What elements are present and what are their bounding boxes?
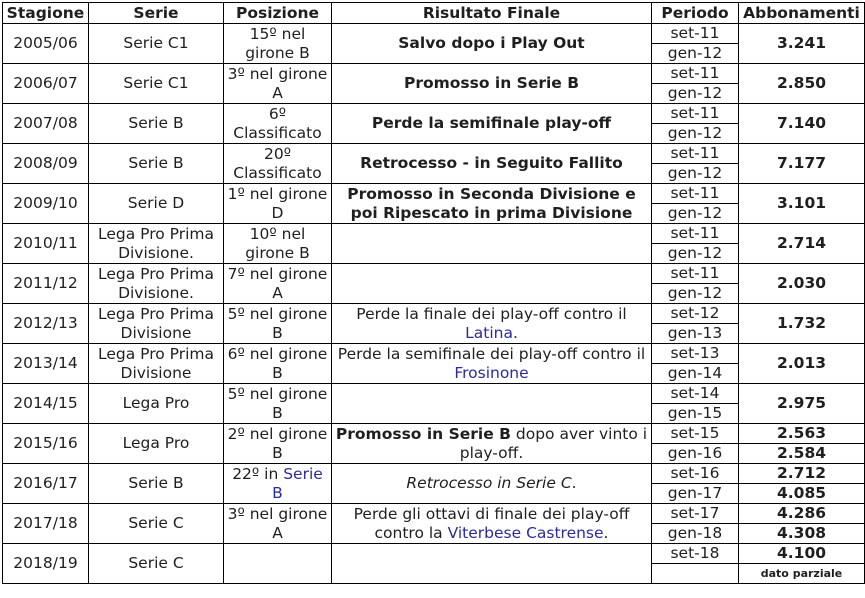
cell-abbonamenti: 4.286 [739, 504, 865, 524]
cell-risultato [332, 224, 652, 264]
cell-stagione: 2012/13 [3, 304, 89, 344]
cell-periodo: set-14 [652, 384, 739, 404]
cell-stagione: 2018/19 [3, 544, 89, 584]
table-row [3, 24, 865, 44]
cell-posizione: 2º nel girone B [224, 424, 332, 464]
cell-periodo: set-11 [652, 144, 739, 164]
cell-posizione: 5º nel girone B [224, 384, 332, 424]
cell-periodo: gen-16 [652, 444, 739, 464]
cell-abbonamenti: 2.975 [739, 384, 865, 424]
cell-periodo: set-15 [652, 424, 739, 444]
cell-posizione [224, 544, 332, 584]
cell-periodo: set-11 [652, 184, 739, 204]
table-row [3, 304, 865, 324]
cell-stagione: 2017/18 [3, 504, 89, 544]
cell-periodo: gen-12 [652, 124, 739, 144]
cell-risultato: Salvo dopo i Play Out [332, 24, 652, 64]
cell-abbonamenti: 2.712 [739, 464, 865, 484]
cell-abbonamenti: 3.241 [739, 24, 865, 64]
cell-stagione: 2010/11 [3, 224, 89, 264]
cell-stagione: 2008/09 [3, 144, 89, 184]
cell-risultato [332, 464, 652, 504]
cell-posizione: 20º Classificato [224, 144, 332, 184]
cell-risultato: Retrocesso - in Seguito Fallito [332, 144, 652, 184]
cell-abbonamenti: 2.714 [739, 224, 865, 264]
cell-abbonamenti: 2.563 [739, 424, 865, 444]
risultato-text: . [603, 523, 609, 542]
cell-posizione: 3º nel girone A [224, 504, 332, 544]
cell-stagione: 2005/06 [3, 24, 89, 64]
cell-serie: Lega Pro Prima Divisione. [89, 224, 224, 264]
cell-serie: Lega Pro Prima Divisione [89, 344, 224, 384]
cell-stagione: 2014/15 [3, 384, 89, 424]
header-posizione: Posizione [224, 3, 332, 24]
cell-posizione: 3º nel girone A [224, 64, 332, 104]
cell-serie: Serie B [89, 144, 224, 184]
cell-risultato [332, 264, 652, 304]
cell-serie: Serie B [89, 104, 224, 144]
cell-abbonamenti: 3.101 [739, 184, 865, 224]
cell-periodo: gen-12 [652, 44, 739, 64]
table-row [3, 344, 865, 364]
cell-periodo [652, 564, 739, 584]
risultato-text: Perde la semifinale dei play-off contro il [337, 344, 646, 363]
cell-posizione: 1º nel girone D [224, 184, 332, 224]
cell-abbonamenti: 2.013 [739, 344, 865, 384]
cell-posizione: 6º Classificato [224, 104, 332, 144]
cell-serie: Serie C [89, 504, 224, 544]
cell-serie: Lega Pro Prima Divisione. [89, 264, 224, 304]
cell-stagione: 2007/08 [3, 104, 89, 144]
header-abbonamenti: Abbonamenti [739, 3, 865, 24]
risultato-text: . [571, 474, 577, 492]
cell-abbonamenti: 7.177 [739, 144, 865, 184]
cell-posizione: 5º nel girone B [224, 304, 332, 344]
cell-stagione: 2013/14 [3, 344, 89, 384]
cell-abbonamenti: 4.100 [739, 544, 865, 564]
cell-abbonamenti: 1.732 [739, 304, 865, 344]
cell-posizione: 6º nel girone B [224, 344, 332, 384]
cell-periodo: gen-12 [652, 164, 739, 184]
cell-serie: Serie C1 [89, 24, 224, 64]
cell-abbonamenti: 4.308 [739, 524, 865, 544]
cell-serie: Serie B [89, 464, 224, 504]
cell-serie: Serie C [89, 544, 224, 584]
cell-risultato: Perde la semifinale play-off [332, 104, 652, 144]
cell-posizione: 15º nel girone B [224, 24, 332, 64]
table-row [3, 264, 865, 284]
cell-abbonamenti: 4.085 [739, 484, 865, 504]
cell-stagione: 2011/12 [3, 264, 89, 304]
cell-periodo: set-11 [652, 104, 739, 124]
cell-periodo: set-11 [652, 24, 739, 44]
cell-risultato [332, 544, 652, 584]
cell-stagione: 2015/16 [3, 424, 89, 464]
header-risultato: Risultato Finale [332, 3, 652, 24]
table-row [3, 104, 865, 124]
cell-posizione [224, 464, 332, 504]
cell-abbonamenti: 2.850 [739, 64, 865, 104]
team-link-viterbese[interactable]: Viterbese Castrense [447, 523, 604, 542]
cell-serie: Lega Pro [89, 424, 224, 464]
header-serie: Serie [89, 3, 224, 24]
seasons-table [2, 2, 865, 584]
cell-stagione: 2009/10 [3, 184, 89, 224]
header-stagione: Stagione [3, 3, 89, 24]
cell-serie: Lega Pro [89, 384, 224, 424]
risultato-text: . [512, 323, 518, 342]
team-link-latina[interactable]: Latina [465, 323, 513, 342]
cell-periodo: set-13 [652, 344, 739, 364]
cell-periodo: gen-12 [652, 84, 739, 104]
table-row [3, 464, 865, 484]
table-row [3, 424, 865, 444]
cell-periodo: gen-15 [652, 404, 739, 424]
cell-stagione: 2016/17 [3, 464, 89, 504]
cell-periodo: gen-12 [652, 244, 739, 264]
header-periodo: Periodo [652, 3, 739, 24]
table-row [3, 224, 865, 244]
table-row [3, 384, 865, 404]
cell-risultato [332, 344, 652, 384]
team-link-frosinone[interactable]: Frosinone [454, 363, 529, 382]
cell-risultato: Promosso in Serie B [332, 64, 652, 104]
cell-periodo: gen-17 [652, 484, 739, 504]
cell-stagione: 2006/07 [3, 64, 89, 104]
cell-periodo: gen-12 [652, 204, 739, 224]
cell-risultato [332, 384, 652, 424]
cell-serie: Lega Pro Prima Divisione [89, 304, 224, 344]
risultato-text: dopo aver vinto i play-off. [459, 424, 648, 462]
posizione-text: 22º in [232, 464, 284, 483]
cell-abbonamenti: 2.584 [739, 444, 865, 464]
cell-abbonamenti: 2.030 [739, 264, 865, 304]
cell-periodo: gen-14 [652, 364, 739, 384]
cell-periodo: set-11 [652, 64, 739, 84]
cell-risultato [332, 424, 652, 464]
table-row [3, 144, 865, 164]
cell-periodo: gen-13 [652, 324, 739, 344]
cell-periodo: set-17 [652, 504, 739, 524]
cell-periodo: gen-12 [652, 284, 739, 304]
cell-risultato: Promosso in Seconda Divisione e poi Ripescato in prima Divisione [332, 184, 652, 224]
cell-periodo: set-11 [652, 264, 739, 284]
risultato-bold-text: Promosso in Serie B [335, 424, 511, 443]
partial-data-note: dato parziale [739, 564, 865, 584]
cell-risultato [332, 304, 652, 344]
cell-risultato [332, 504, 652, 544]
cell-periodo: set-12 [652, 304, 739, 324]
table-row [3, 544, 865, 564]
table-row [3, 504, 865, 524]
table-row [3, 184, 865, 204]
cell-periodo: set-18 [652, 544, 739, 564]
risultato-text: Perde gli ottavi di finale dei play-off contro la [353, 504, 630, 542]
header-row [3, 3, 865, 24]
cell-abbonamenti: 7.140 [739, 104, 865, 144]
cell-periodo: gen-18 [652, 524, 739, 544]
table-row [3, 64, 865, 84]
cell-serie: Serie D [89, 184, 224, 224]
serie-b-link[interactable]: Serie B [272, 464, 323, 502]
cell-periodo: set-11 [652, 224, 739, 244]
cell-periodo: set-16 [652, 464, 739, 484]
cell-serie: Serie C1 [89, 64, 224, 104]
cell-posizione: 10º nel girone B [224, 224, 332, 264]
risultato-italic-text: Retrocesso in Serie C [406, 474, 572, 492]
cell-posizione: 7º nel girone A [224, 264, 332, 304]
risultato-text: Perde la finale dei play-off contro il [356, 304, 627, 323]
